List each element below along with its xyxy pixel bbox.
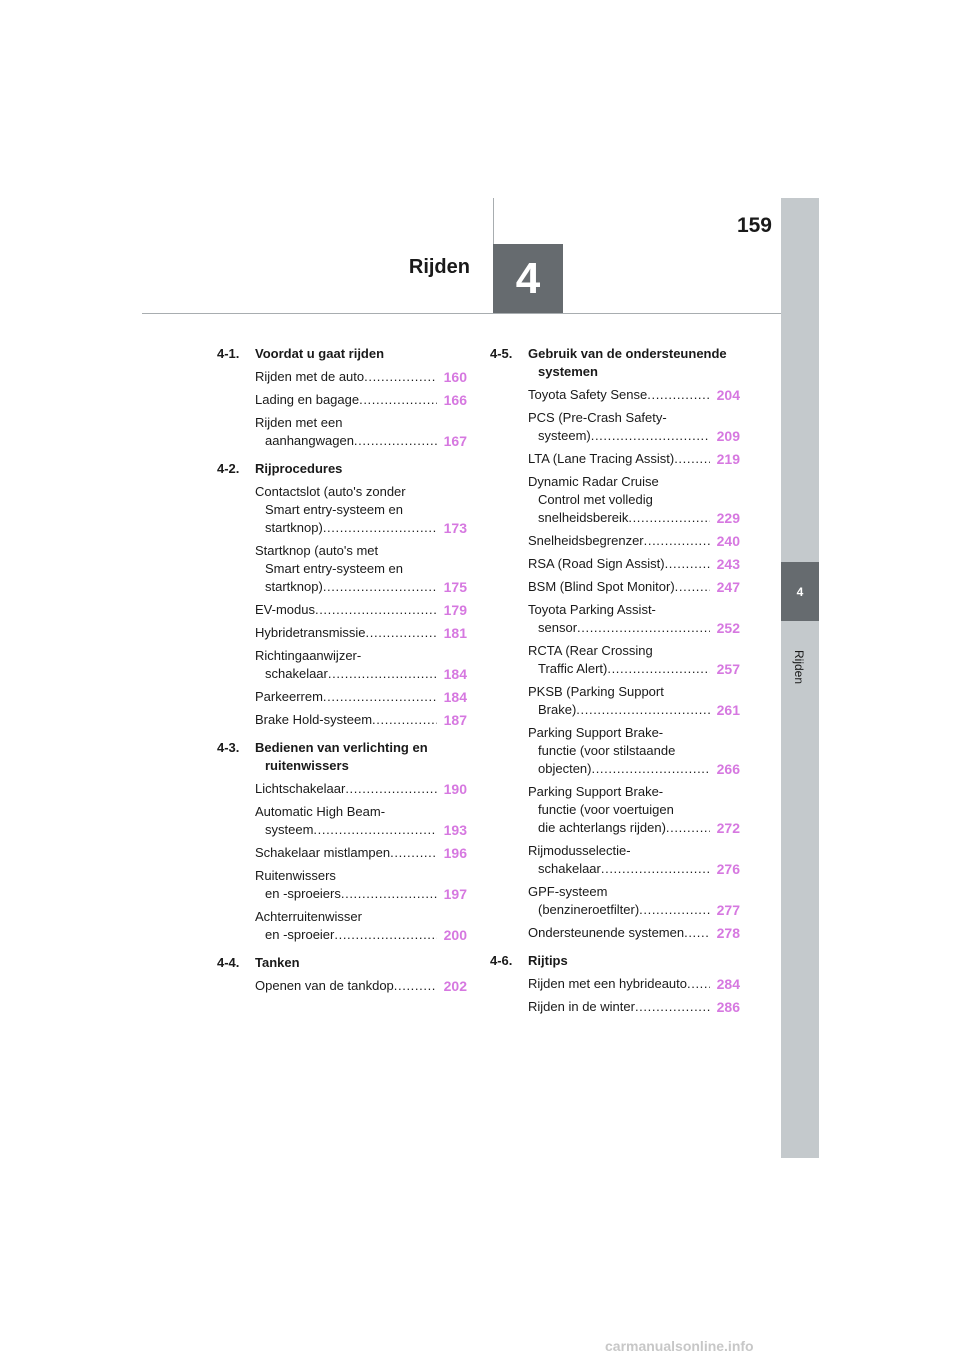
- toc-entry-title: [528, 642, 710, 678]
- toc-entry-line-text: Toyota Parking Assist-: [528, 602, 656, 617]
- toc-entry-line-text: PKSB (Parking Support: [528, 684, 664, 699]
- toc-entry[interactable]: [528, 683, 740, 719]
- chapter-title: Rijden: [408, 256, 470, 278]
- toc-entry-line: [528, 642, 710, 660]
- toc-entry-line: [528, 801, 710, 819]
- toc-leader-dots: [674, 450, 710, 468]
- toc-entry-line-text: Lichtschakelaar: [255, 781, 346, 796]
- toc-entry[interactable]: [255, 977, 467, 995]
- toc-entry-page-link[interactable]: 229: [716, 510, 740, 526]
- toc-entry-page-link[interactable]: 261: [716, 702, 740, 718]
- toc-entry[interactable]: [255, 391, 467, 409]
- toc-entry[interactable]: [528, 473, 740, 527]
- toc-entry-line: [528, 683, 710, 701]
- toc-entry-line: [255, 885, 437, 903]
- toc-entry-line: [255, 391, 437, 409]
- toc-entry[interactable]: [528, 532, 740, 550]
- toc-entry-title: [528, 975, 710, 993]
- toc-leader-dots: [354, 432, 437, 450]
- toc-entry-line-text: Openen van de tankdop: [255, 978, 394, 993]
- toc-section-title: Rijtips: [528, 953, 568, 968]
- toc-entry-page-link[interactable]: 197: [443, 886, 467, 902]
- toc-entry[interactable]: [528, 578, 740, 596]
- toc-entry[interactable]: [255, 867, 467, 903]
- toc-entry-page-link[interactable]: 243: [716, 556, 740, 572]
- toc-leader-dots: [364, 368, 437, 386]
- toc-entry-line-text: Startknop (auto's met: [255, 543, 379, 558]
- toc-entry[interactable]: [255, 780, 467, 798]
- toc-entry-line: [255, 501, 437, 519]
- toc-leader-dots: [577, 619, 710, 637]
- toc-entry[interactable]: [255, 624, 467, 642]
- toc-leader-dots: [323, 688, 437, 706]
- toc-entry-line: [255, 908, 437, 926]
- toc-entry-title: [528, 842, 710, 878]
- toc-entry-page-link[interactable]: 247: [716, 579, 740, 595]
- toc-entry-line-text: systeem): [538, 428, 591, 443]
- toc-leader-dots: [323, 519, 437, 537]
- toc-entry-title: [528, 998, 710, 1016]
- toc-entry-title: [528, 473, 710, 527]
- toc-entry-line-text: Brake Hold-systeem: [255, 712, 373, 727]
- toc-leader-dots: [639, 901, 710, 919]
- toc-entry-title: [528, 683, 710, 719]
- toc-entry-line-text: Toyota Safety Sense: [528, 387, 648, 402]
- toc-entry-page-link[interactable]: 284: [716, 976, 740, 992]
- toc-leader-dots: [591, 760, 710, 778]
- toc-entry[interactable]: [255, 803, 467, 839]
- toc-leader-dots: [601, 860, 710, 878]
- toc-entry-page-link[interactable]: 167: [443, 433, 467, 449]
- toc-entry-title: [255, 624, 437, 642]
- toc-entry-line-text: Contactslot (auto's zonder: [255, 484, 406, 499]
- toc-entry-title: [255, 803, 437, 839]
- toc-entry-line-text: Rijden met de auto: [255, 369, 365, 384]
- toc-entry-line: [528, 619, 710, 637]
- toc-entry[interactable]: [528, 555, 740, 573]
- toc-section-number: 4-6.: [490, 953, 513, 968]
- toc-entry[interactable]: [528, 642, 740, 678]
- toc-entry[interactable]: [255, 601, 467, 619]
- toc-entry-line: [528, 532, 710, 550]
- side-tab-number-text: 4: [796, 584, 804, 599]
- toc-entry-line-text: Automatic High Beam-: [255, 804, 386, 819]
- toc-entry-title: [255, 391, 437, 409]
- toc-leader-dots: [372, 711, 437, 729]
- toc-leader-dots: [591, 427, 710, 445]
- toc-entry-line: [528, 578, 710, 596]
- toc-leader-dots: [647, 386, 710, 404]
- toc-section: [490, 345, 740, 381]
- toc-entry-title: [255, 483, 437, 537]
- toc-entry-page-link[interactable]: 272: [716, 820, 740, 836]
- toc-section-number: 4-3.: [217, 740, 240, 755]
- toc-entry-page-link[interactable]: 184: [443, 689, 467, 705]
- toc-entry-title: [528, 783, 710, 837]
- toc-entry-title: [528, 601, 710, 637]
- toc-entry-line-text: Achterruitenwisser: [255, 909, 362, 924]
- toc-entry-line: [255, 578, 437, 596]
- toc-leader-dots: [315, 601, 437, 619]
- toc-entry-page-link[interactable]: 277: [716, 902, 740, 918]
- toc-entry-line: [528, 724, 710, 742]
- toc-entry[interactable]: [528, 975, 740, 993]
- toc-entry[interactable]: [255, 908, 467, 944]
- toc-entry-line-text: Rijden met een: [255, 415, 343, 430]
- toc-entry-line: [528, 450, 710, 468]
- toc-leader-dots: [576, 701, 710, 719]
- toc-column-right: [490, 345, 740, 1016]
- toc-section-title: Rijprocedures: [255, 461, 343, 476]
- toc-section: [217, 345, 467, 363]
- toc-entry[interactable]: [528, 724, 740, 778]
- toc-entry-line: [255, 414, 437, 432]
- toc-entry-line: [528, 924, 710, 942]
- toc-section-title: Tanken: [255, 955, 300, 970]
- toc-entry-line-text: Parking Support Brake-: [528, 725, 664, 740]
- toc-entry-page-link[interactable]: 200: [443, 927, 467, 943]
- toc-entry-page-link[interactable]: 187: [443, 712, 467, 728]
- toc-section: [217, 460, 467, 478]
- toc-entry-line-text: Dynamic Radar Cruise: [528, 474, 659, 489]
- toc-entry-line: [255, 483, 437, 501]
- toc-leader-dots: [345, 780, 437, 798]
- toc-entry-line: [255, 368, 437, 386]
- toc-entry-line: [255, 647, 437, 665]
- toc-entry-line: [528, 819, 710, 837]
- side-tab-label: Rijden: [792, 650, 806, 685]
- toc-section: [217, 954, 467, 972]
- toc-entry-line: [255, 780, 437, 798]
- toc-entry-line-text: schakelaar: [265, 666, 328, 681]
- toc-entry-line-text: objecten): [538, 761, 592, 776]
- toc-entry-title: [255, 908, 437, 944]
- toc-entry-line: [255, 821, 437, 839]
- toc-entry-line-text: sensor: [538, 620, 578, 635]
- toc-entry-line: [255, 560, 437, 578]
- toc-section: [490, 952, 740, 970]
- toc-entry-line-text: Ruitenwissers: [255, 868, 336, 883]
- toc-leader-dots: [665, 555, 710, 573]
- toc-entry-page-link[interactable]: 193: [443, 822, 467, 838]
- toc-entry-line: [528, 901, 710, 919]
- chapter-number: 4: [515, 253, 541, 303]
- toc-entry-line: [255, 542, 437, 560]
- toc-entry[interactable]: [255, 483, 467, 537]
- toc-entry-page-link[interactable]: 179: [443, 602, 467, 618]
- toc-leader-dots: [644, 532, 710, 550]
- chapter-number-box: [493, 244, 563, 313]
- toc-entry-line: [528, 842, 710, 860]
- toc-column-left: [217, 345, 467, 995]
- toc-leader-dots: [334, 926, 437, 944]
- toc-entry-line-text: Ondersteunende systemen: [528, 925, 685, 940]
- toc-section: [217, 739, 467, 775]
- toc-entry-line-text: (benzineroetfilter): [538, 902, 640, 917]
- toc-entry-line: [528, 998, 710, 1016]
- toc-entry-line-text: EV-modus: [255, 602, 315, 617]
- toc-entry-title: [255, 977, 437, 995]
- toc-entry-line: [255, 665, 437, 683]
- toc-entry-line-text: en -sproeiers: [265, 886, 341, 901]
- toc-entry-line: [255, 432, 437, 450]
- toc-entry-line: [528, 975, 710, 993]
- toc-entry-line-text: GPF-systeem: [528, 884, 608, 899]
- toc-entry-line-text: Schakelaar mistlampen: [255, 845, 391, 860]
- toc-entry-page-link[interactable]: 209: [716, 428, 740, 444]
- toc-entry-line-text: en -sproeier: [265, 927, 335, 942]
- toc-leader-dots: [684, 924, 710, 942]
- toc-entry-line-text: Rijden met een hybrideauto: [528, 976, 687, 991]
- toc-entry-line: [255, 867, 437, 885]
- toc-entry-line-text: startknop): [265, 579, 323, 594]
- toc-entry-page-link[interactable]: 252: [716, 620, 740, 636]
- toc-entry-title: [255, 647, 437, 683]
- toc-entry-line-text: schakelaar: [538, 861, 601, 876]
- toc-entry-title: [528, 386, 710, 404]
- toc-entry-page-link[interactable]: 257: [716, 661, 740, 677]
- toc-entry-line-text: functie (voor voertuigen: [538, 802, 674, 817]
- toc-entry-line-text: Rijden in de winter: [528, 999, 635, 1014]
- toc-leader-dots: [675, 578, 710, 596]
- toc-entry-line: [255, 601, 437, 619]
- side-tab-number[interactable]: [781, 562, 819, 621]
- toc-entry-page-link[interactable]: 173: [443, 520, 467, 536]
- toc-entry-line: [528, 701, 710, 719]
- toc-entry-page-link[interactable]: 190: [443, 781, 467, 797]
- toc-entry-line-text: RSA (Road Sign Assist): [528, 556, 665, 571]
- toc-entry-line: [528, 660, 710, 678]
- toc-entry-line: [528, 555, 710, 573]
- toc-entry-line-text: RCTA (Rear Crossing: [528, 643, 653, 658]
- toc-entry-line: [528, 386, 710, 404]
- toc-entry-title: [255, 601, 437, 619]
- toc-entry[interactable]: [528, 842, 740, 878]
- toc-leader-dots: [323, 578, 437, 596]
- toc-entry-page-link[interactable]: 181: [443, 625, 467, 641]
- toc-leader-dots: [394, 977, 437, 995]
- toc-entry-line: [255, 844, 437, 862]
- toc-entry-line-text: Hybridetransmissie: [255, 625, 366, 640]
- toc-entry-page-link[interactable]: 276: [716, 861, 740, 877]
- watermark: carmanualsonline.info: [605, 1338, 754, 1354]
- toc-entry-title: [528, 724, 710, 778]
- toc-entry-title: [255, 711, 437, 729]
- toc-entry-line-text: Brake): [538, 702, 577, 717]
- toc-entry-line-text: Parking Support Brake-: [528, 784, 664, 799]
- toc-entry-line-text: Richtingaanwijzer-: [255, 648, 362, 663]
- toc-entry-line: [528, 427, 710, 445]
- toc-entry-title: [528, 924, 710, 942]
- toc-section-title: Gebruik van de ondersteunende systemen: [528, 346, 727, 379]
- toc-entry-line-text: Smart entry-systeem en: [265, 502, 403, 517]
- toc-entry-line-text: BSM (Blind Spot Monitor): [528, 579, 675, 594]
- toc-entry-line: [528, 783, 710, 801]
- toc-entry[interactable]: [255, 711, 467, 729]
- toc-entry-title: [528, 555, 710, 573]
- toc-entry-line-text: aanhangwagen: [265, 433, 354, 448]
- toc-entry-line: [528, 509, 710, 527]
- toc-entry-line: [255, 926, 437, 944]
- toc-entry-title: [255, 414, 437, 450]
- toc-entry-line: [255, 519, 437, 537]
- toc-entry-line-text: Parkeerrem: [255, 689, 323, 704]
- toc-entry-line-text: startknop): [265, 520, 323, 535]
- toc-entry-line: [528, 742, 710, 760]
- toc-leader-dots: [313, 821, 437, 839]
- toc-entry-line: [528, 491, 710, 509]
- toc-entry-line-text: Snelheidsbegrenzer: [528, 533, 644, 548]
- toc-entry[interactable]: [528, 783, 740, 837]
- toc-entry-line: [255, 803, 437, 821]
- page-number: 159: [736, 214, 772, 237]
- toc-entry-line: [255, 977, 437, 995]
- toc-leader-dots: [328, 665, 437, 683]
- toc-entry-title: [528, 578, 710, 596]
- toc-entry-line-text: Rijmodusselectie-: [528, 843, 631, 858]
- toc-entry-line: [528, 601, 710, 619]
- toc-entry[interactable]: [528, 601, 740, 637]
- toc-entry-title: [255, 542, 437, 596]
- toc-entry-page-link[interactable]: 196: [443, 845, 467, 861]
- toc-entry[interactable]: [255, 368, 467, 386]
- toc-entry-page-link[interactable]: 240: [716, 533, 740, 549]
- toc-section-title: Voordat u gaat rijden: [255, 346, 385, 361]
- toc-entry-line: [528, 473, 710, 491]
- toc-entry-page-link[interactable]: 286: [716, 999, 740, 1015]
- toc-entry-page-link[interactable]: 278: [716, 925, 740, 941]
- toc-entry-line: [255, 688, 437, 706]
- toc-entry[interactable]: [255, 647, 467, 683]
- toc-entry-page-link[interactable]: 202: [443, 978, 467, 994]
- toc-entry[interactable]: [528, 386, 740, 404]
- toc-entry-page-link[interactable]: 175: [443, 579, 467, 595]
- toc-entry-title: [255, 368, 437, 386]
- toc-entry-page-link[interactable]: 166: [443, 392, 467, 408]
- toc-section-title: Bedienen van verlichting en ruitenwissers: [255, 740, 428, 773]
- header-vertical-rule: [493, 198, 494, 244]
- toc-leader-dots: [341, 885, 437, 903]
- toc-leader-dots: [390, 844, 437, 862]
- toc-entry[interactable]: [528, 998, 740, 1016]
- toc-entry-line-text: snelheidsbereik: [538, 510, 629, 525]
- toc-entry-title: [255, 867, 437, 903]
- toc-entry-title: [528, 883, 710, 919]
- toc-leader-dots: [359, 391, 437, 409]
- toc-entry-title: [255, 780, 437, 798]
- toc-entry-title: [528, 450, 710, 468]
- toc-entry-line-text: Control met volledig: [538, 492, 653, 507]
- toc-entry-line: [255, 624, 437, 642]
- toc-entry-page-link[interactable]: 184: [443, 666, 467, 682]
- toc-entry-line-text: Smart entry-systeem en: [265, 561, 403, 576]
- toc-entry-line-text: die achterlangs rijden): [538, 820, 666, 835]
- toc-leader-dots: [687, 975, 710, 993]
- toc-entry-page-link[interactable]: 204: [716, 387, 740, 403]
- toc-entry-line: [528, 883, 710, 901]
- toc-entry-line: [528, 760, 710, 778]
- toc-entry-page-link[interactable]: 219: [716, 451, 740, 467]
- toc-entry-title: [528, 409, 710, 445]
- toc-entry[interactable]: [255, 542, 467, 596]
- toc-leader-dots: [628, 509, 710, 527]
- toc-entry-line-text: Traffic Alert): [538, 661, 608, 676]
- toc-entry[interactable]: [528, 450, 740, 468]
- toc-entry-line-text: systeem: [265, 822, 314, 837]
- toc-entry-title: [255, 844, 437, 862]
- toc-leader-dots: [607, 660, 710, 678]
- toc-leader-dots: [635, 998, 710, 1016]
- toc-entry[interactable]: [528, 924, 740, 942]
- toc-entry-page-link[interactable]: 266: [716, 761, 740, 777]
- header-horizontal-rule: [142, 313, 781, 314]
- toc-entry-line-text: PCS (Pre-Crash Safety-: [528, 410, 667, 425]
- toc-entry[interactable]: [255, 688, 467, 706]
- toc-entry-line-text: functie (voor stilstaande: [538, 743, 676, 758]
- toc-entry-line: [528, 409, 710, 427]
- toc-entry-line-text: Lading en bagage: [255, 392, 360, 407]
- toc-entry[interactable]: [528, 409, 740, 445]
- toc-section-number: 4-5.: [490, 346, 513, 361]
- toc-leader-dots: [666, 819, 710, 837]
- toc-entry-title: [528, 532, 710, 550]
- toc-entry-line-text: LTA (Lane Tracing Assist): [528, 451, 675, 466]
- toc-section-number: 4-2.: [217, 461, 240, 476]
- toc-entry-title: [255, 688, 437, 706]
- toc-section-number: 4-1.: [217, 346, 240, 361]
- toc-entry[interactable]: [528, 883, 740, 919]
- toc-entry-line: [528, 860, 710, 878]
- toc-entry-page-link[interactable]: 160: [443, 369, 467, 385]
- toc-leader-dots: [366, 624, 437, 642]
- toc-entry[interactable]: [255, 844, 467, 862]
- toc-section-number: 4-4.: [217, 955, 240, 970]
- toc-entry-line: [255, 711, 437, 729]
- toc-entry[interactable]: [255, 414, 467, 450]
